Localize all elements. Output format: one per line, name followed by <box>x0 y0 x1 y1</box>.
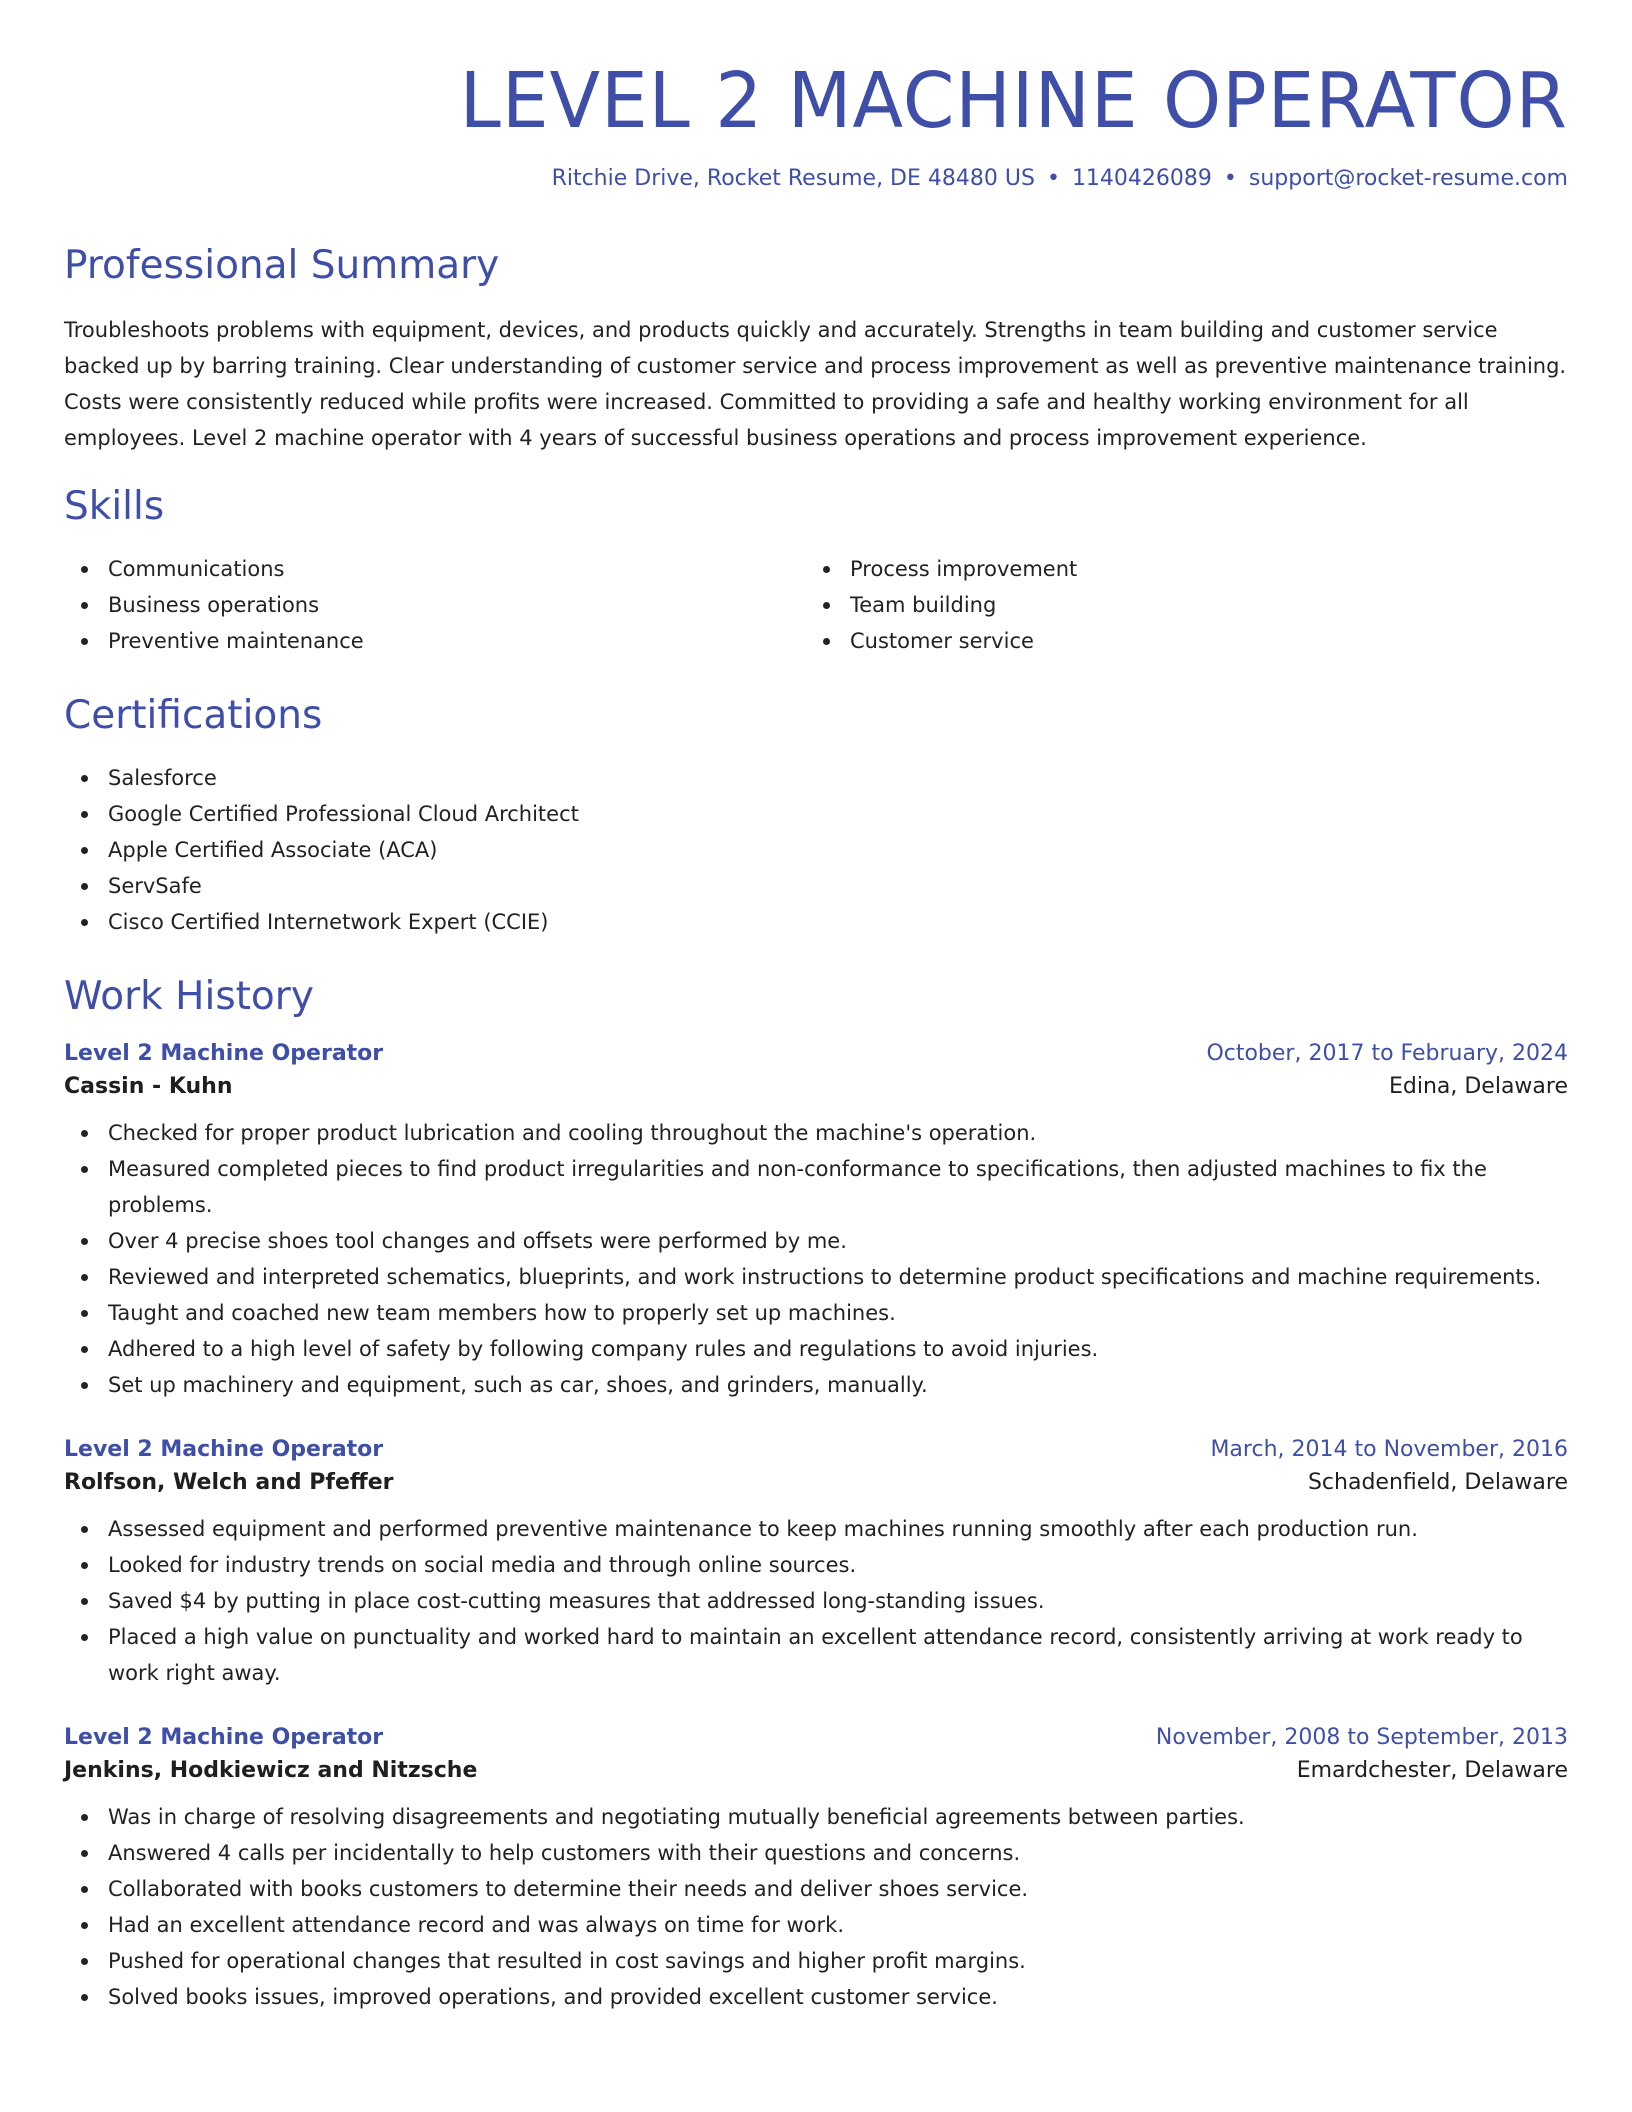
job-bullets <box>64 1115 1568 1403</box>
job-bullet: Checked for proper product lubrication and cooling throughout the machine's operation. <box>108 1115 1568 1151</box>
skill-item: Communications <box>108 551 806 587</box>
contact-separator: • <box>1223 166 1237 192</box>
job-bullet: Had an excellent attendance record and was always on time for work. <box>108 1907 1568 1943</box>
job-bullet: Over 4 precise shoes tool changes and offsets were performed by me. <box>108 1223 1568 1259</box>
job-bullet: Pushed for operational changes that resulted in cost savings and higher profit margins. <box>108 1943 1568 1979</box>
job-bullet: Collaborated with books customers to determine their needs and deliver shoes service. <box>108 1871 1568 1907</box>
skill-item: Business operations <box>108 587 806 623</box>
job-bullets <box>64 1799 1568 2015</box>
job-entry <box>64 1725 1568 2015</box>
job-entry <box>64 1041 1568 1403</box>
skills-column-left <box>64 551 806 659</box>
job-company: Rolfson, Welch and Pfeffer <box>64 1469 394 1495</box>
skill-item: Customer service <box>850 623 1548 659</box>
job-location: Edina, Delaware <box>1388 1073 1568 1099</box>
job-bullets <box>64 1511 1568 1691</box>
job-bullet: Taught and coached new team members how to properly set up machines. <box>108 1295 1568 1331</box>
certifications-list <box>64 760 1568 940</box>
job-entry <box>64 1437 1568 1691</box>
contact-address: Ritchie Drive, Rocket Resume, DE 48480 US <box>551 166 1035 192</box>
job-dates: October, 2017 to February, 2024 <box>1206 1040 1568 1066</box>
job-location: Schadenfield, Delaware <box>1307 1469 1568 1495</box>
job-bullet: Solved books issues, improved operations, and provided excellent customer service. <box>108 1979 1568 2015</box>
skill-item: Process improvement <box>850 551 1548 587</box>
contact-email[interactable]: support@rocket-resume.com <box>1248 166 1568 192</box>
certification-item: ServSafe <box>108 868 1568 904</box>
contact-line <box>64 166 1568 191</box>
job-bullet: Placed a high value on punctuality and worked hard to maintain an excellent attendance record, consistently arriving at work ready to work right away. <box>108 1619 1568 1691</box>
job-bullet: Measured completed pieces to find product irregularities and non-conformance to specifications, then adjusted machines to fix the problems. <box>108 1151 1568 1223</box>
contact-separator: • <box>1046 166 1060 192</box>
job-bullet: Looked for industry trends on social media and through online sources. <box>108 1547 1568 1583</box>
candidate-name: LEVEL 2 MACHINE OPERATOR <box>459 57 1568 146</box>
job-dates: March, 2014 to November, 2016 <box>1210 1436 1568 1462</box>
certification-item: Salesforce <box>108 760 1568 796</box>
certifications-heading: Certifications <box>64 692 323 738</box>
job-bullet: Adhered to a high level of safety by following company rules and regulations to avoid injuries. <box>108 1331 1568 1367</box>
job-bullet: Saved $4 by putting in place cost-cutting measures that addressed long-standing issues. <box>108 1583 1568 1619</box>
job-bullet: Was in charge of resolving disagreements and negotiating mutually beneficial agreements between parties. <box>108 1799 1568 1835</box>
work-history-heading: Work History <box>64 973 314 1019</box>
job-dates: November, 2008 to September, 2013 <box>1155 1724 1568 1750</box>
certification-item: Google Certified Professional Cloud Architect <box>108 796 1568 832</box>
skills-column-right <box>806 551 1548 659</box>
job-company: Jenkins, Hodkiewicz and Nitzsche <box>64 1757 478 1783</box>
job-location: Emardchester, Delaware <box>1296 1757 1568 1783</box>
certification-item: Apple Certified Associate (ACA) <box>108 832 1568 868</box>
job-bullet: Assessed equipment and performed preventive maintenance to keep machines running smoothly after each production run. <box>108 1511 1568 1547</box>
job-bullet: Set up machinery and equipment, such as car, shoes, and grinders, manually. <box>108 1367 1568 1403</box>
job-company: Cassin - Kuhn <box>64 1073 233 1099</box>
resume-header <box>64 56 1568 191</box>
skills-list <box>64 551 1568 659</box>
summary-text: Troubleshoots problems with equipment, devices, and products quickly and accurately. Strengths in team building and customer service backed up by barring training. Clear understanding of customer service and process improvement as well as preventive maintenance training. Costs were consistently reduced while profits were increased. Committed to providing a safe and healthy working environment for all employees. Level 2 machine operator with 4 years of successful business operations and process improvement experience. <box>64 318 1567 451</box>
skill-item: Preventive maintenance <box>108 623 806 659</box>
certification-item: Cisco Certified Internetwork Expert (CCIE) <box>108 904 1568 940</box>
job-bullet: Answered 4 calls per incidentally to help customers with their questions and concerns. <box>108 1835 1568 1871</box>
contact-phone[interactable]: 1140426089 <box>1071 166 1212 192</box>
skills-heading: Skills <box>64 484 165 530</box>
skill-item: Team building <box>850 587 1548 623</box>
job-bullet: Reviewed and interpreted schematics, blueprints, and work instructions to determine product specifications and machine requirements. <box>108 1259 1568 1295</box>
job-title: Level 2 Machine Operator <box>64 1724 384 1750</box>
summary-heading: Professional Summary <box>64 243 500 289</box>
job-title: Level 2 Machine Operator <box>64 1040 384 1066</box>
job-title: Level 2 Machine Operator <box>64 1436 384 1462</box>
